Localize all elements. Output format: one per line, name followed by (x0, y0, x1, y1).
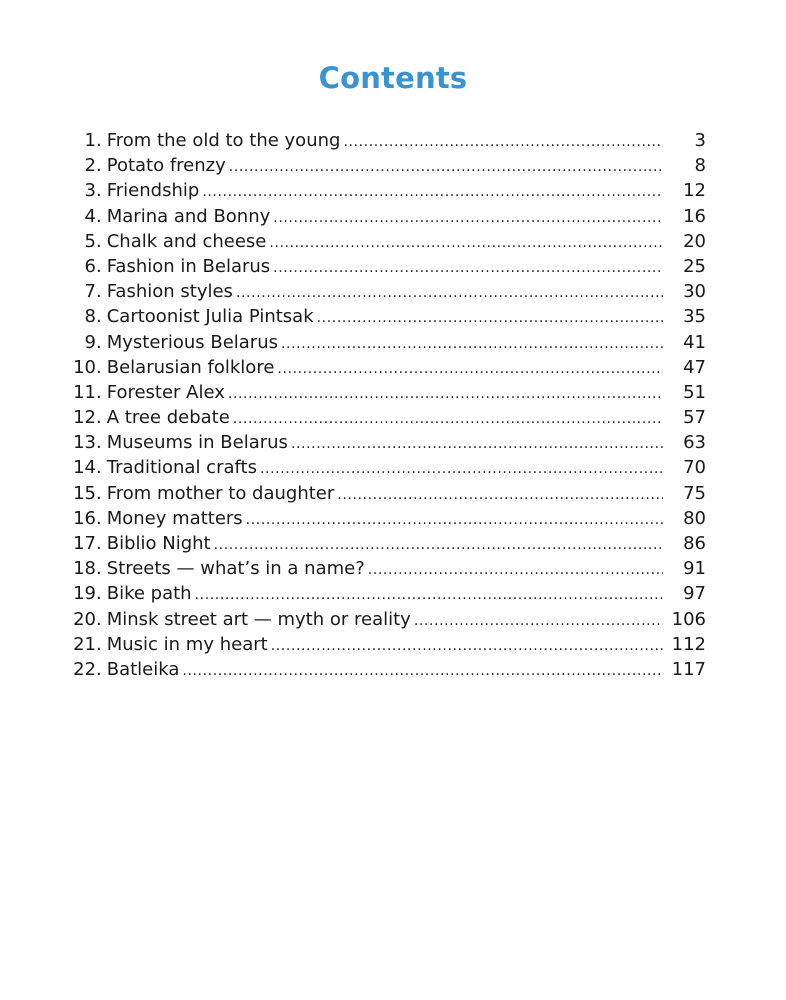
entry-page-number: 41 (683, 331, 706, 353)
dot-leader (273, 256, 663, 281)
entry-number: 19 (73, 583, 96, 605)
entry-page-number: 8 (694, 155, 706, 177)
entry-number: 7 (84, 281, 96, 303)
dot-leader (182, 659, 663, 684)
entry-page-number: 63 (683, 432, 706, 454)
entry-page-number: 51 (683, 381, 706, 403)
entry-number-dot: . (96, 155, 102, 177)
toc-entry[interactable] (60, 304, 706, 329)
dot-leader (269, 231, 663, 256)
toc-entry[interactable] (60, 229, 706, 254)
toc-entry[interactable] (60, 279, 706, 304)
dot-leader (343, 130, 663, 155)
dot-leader (233, 407, 663, 432)
entry-number: 4 (84, 205, 96, 227)
entry-page-number: 30 (683, 281, 706, 303)
entry-page-number: 80 (683, 507, 706, 529)
entry-number: 22 (73, 658, 96, 680)
toc-entry[interactable] (60, 632, 706, 657)
entry-title: Fashion in Belarus (106, 255, 271, 277)
toc-entry[interactable] (60, 380, 706, 405)
entry-number-dot: . (96, 331, 102, 353)
entry-page-number: 112 (671, 633, 706, 655)
toc-entry[interactable] (60, 556, 706, 581)
entry-title: Bike path (106, 583, 192, 605)
entry-page-number: 16 (683, 205, 706, 227)
entry-page-number: 117 (671, 658, 706, 680)
toc-entry[interactable] (60, 204, 706, 229)
toc-entry[interactable] (60, 330, 706, 355)
entry-title: Biblio Night (106, 533, 211, 554)
entry-title: Marina and Bonny (106, 205, 271, 227)
entry-number: 21 (73, 633, 96, 655)
dot-leader (281, 332, 663, 357)
dot-leader (202, 180, 663, 205)
entry-number-dot: . (96, 533, 102, 554)
entry-title: Chalk and cheese (106, 230, 267, 252)
entry-number: 17 (73, 533, 96, 554)
entry-number-dot: . (96, 633, 102, 655)
entry-number: 11 (73, 381, 96, 403)
entry-number: 15 (73, 482, 96, 504)
entry-page-number: 20 (683, 230, 706, 252)
toc-entry[interactable] (60, 531, 706, 556)
dot-leader (214, 533, 663, 558)
entry-page-number: 25 (683, 255, 706, 277)
entry-number: 1 (84, 130, 96, 151)
entry-title: Friendship (106, 180, 200, 202)
entry-page-number: 57 (683, 407, 706, 429)
entry-title: Forester Alex (106, 381, 225, 403)
entry-title: Minsk street art — myth or reality (106, 608, 411, 630)
dot-leader (368, 558, 663, 583)
entry-number-dot: . (96, 407, 102, 429)
entry-number: 5 (84, 230, 96, 252)
entry-number: 8 (84, 306, 96, 328)
toc-entry[interactable] (60, 657, 706, 682)
entry-number-dot: . (96, 608, 102, 630)
dot-leader (246, 508, 663, 533)
entry-title: Mysterious Belarus (106, 331, 278, 353)
page-title: Contents (318, 61, 468, 95)
entry-number-dot: . (96, 306, 102, 328)
toc-entry[interactable] (60, 455, 706, 480)
dot-leader (260, 457, 663, 482)
entry-title: Fashion styles (106, 281, 233, 303)
entry-number-dot: . (96, 255, 102, 277)
entry-number: 16 (73, 507, 96, 529)
toc-entry[interactable] (60, 607, 706, 632)
entry-number: 12 (73, 407, 96, 429)
dot-leader (228, 382, 663, 407)
entry-number-dot: . (96, 381, 102, 403)
entry-number: 3 (84, 180, 96, 202)
entry-title: From mother to daughter (106, 482, 335, 504)
toc-entry[interactable] (60, 430, 706, 455)
dot-leader (414, 609, 663, 634)
entry-page-number: 3 (694, 130, 706, 151)
dot-leader (337, 483, 663, 508)
entry-number-dot: . (96, 205, 102, 227)
dot-leader (271, 634, 663, 659)
entry-title: Music in my heart (106, 633, 268, 655)
entry-number-dot: . (96, 180, 102, 202)
entry-number-dot: . (96, 507, 102, 529)
entry-number-dot: . (96, 356, 102, 378)
dot-leader (236, 281, 663, 306)
entry-number-dot: . (96, 457, 102, 479)
table-of-contents (60, 128, 706, 682)
toc-entry[interactable] (60, 153, 706, 178)
entry-page-number: 75 (683, 482, 706, 504)
toc-entry[interactable] (60, 581, 706, 606)
entry-title: Streets — what’s in a name? (106, 558, 365, 580)
entry-title: Money matters (106, 507, 243, 529)
entry-page-number: 47 (683, 356, 706, 378)
entry-number-dot: . (96, 583, 102, 605)
entry-page-number: 91 (683, 558, 706, 580)
entry-number: 14 (73, 457, 96, 479)
entry-page-number: 106 (671, 608, 706, 630)
entry-number: 6 (84, 255, 96, 277)
entry-title: From the old to the young (106, 130, 341, 151)
dot-leader (273, 206, 663, 231)
entry-page-number: 97 (683, 583, 706, 605)
toc-entry[interactable] (60, 481, 706, 506)
entry-title: Potato frenzy (106, 155, 226, 177)
toc-entry[interactable] (60, 355, 706, 380)
entry-number: 20 (73, 608, 96, 630)
entry-number-dot: . (96, 281, 102, 303)
entry-number: 13 (73, 432, 96, 454)
toc-entry[interactable] (60, 405, 706, 430)
dot-leader (195, 583, 663, 608)
toc-entry[interactable] (60, 254, 706, 279)
entry-page-number: 86 (683, 533, 706, 554)
entry-number: 10 (73, 356, 96, 378)
entry-page-number: 12 (683, 180, 706, 202)
entry-number-dot: . (96, 658, 102, 680)
entry-number: 18 (73, 558, 96, 580)
dot-leader (317, 306, 663, 331)
entry-page-number: 35 (683, 306, 706, 328)
dot-leader (277, 357, 663, 382)
entry-title: Belarusian folklore (106, 356, 275, 378)
entry-number: 9 (84, 331, 96, 353)
entry-title: Traditional crafts (106, 457, 257, 479)
entry-title: Batleika (106, 658, 180, 680)
entry-title: Museums in Belarus (106, 432, 288, 454)
entry-title: A tree debate (106, 407, 230, 429)
entry-number-dot: . (96, 230, 102, 252)
entry-number-dot: . (96, 482, 102, 504)
entry-number-dot: . (96, 558, 102, 580)
entry-title: Cartoonist Julia Pintsak (106, 306, 314, 328)
entry-number-dot: . (96, 130, 102, 151)
dot-leader (291, 432, 663, 457)
toc-entry[interactable] (60, 506, 706, 531)
entry-number: 2 (84, 155, 96, 177)
entry-page-number: 70 (683, 457, 706, 479)
entry-number-dot: . (96, 432, 102, 454)
toc-entry[interactable] (60, 128, 706, 153)
dot-leader (229, 155, 663, 180)
toc-entry[interactable] (60, 178, 706, 203)
